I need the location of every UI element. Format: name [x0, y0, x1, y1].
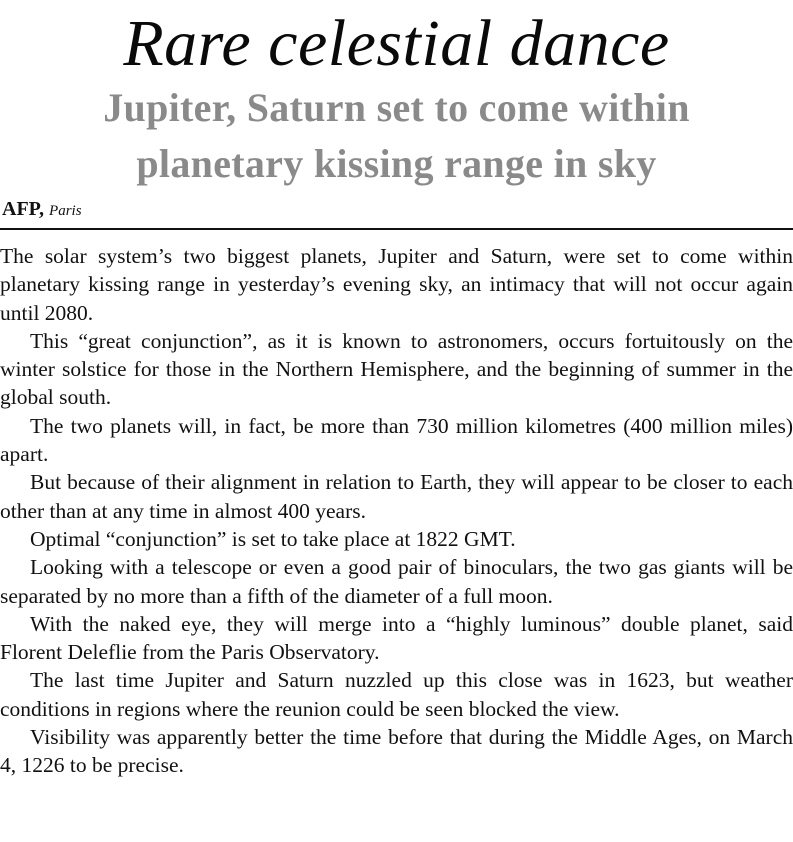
article-paragraph: Optimal “conjunction” is set to take place at 1822 GMT.	[30, 526, 516, 551]
byline-location: Paris	[49, 203, 82, 219]
article-paragraph: Visibility was apparently better the time before that during the Middle Ages, on March 4, 1226 to be precise.	[0, 725, 793, 778]
article-paragraph: With the naked eye, they will merge into a “highly luminous” double planet, said Florent Deleflie from the Paris Observatory.	[0, 611, 793, 665]
article-paragraph: But because of their alignment in relation to Earth, they will appear to be closer to each other than at any time in almost 400 years.	[0, 470, 793, 523]
byline-agency: AFP,	[2, 198, 45, 220]
article-paragraph: The two planets will, in fact, be more than 730 million kilometres (400 million miles) apart.	[0, 413, 793, 467]
headline: Rare celestial dance	[123, 7, 670, 80]
article-paragraph: The last time Jupiter and Saturn nuzzled up this close was in 1623, but weather conditions in regions where the reunion could be seen blocked the view.	[0, 668, 793, 721]
article-paragraph: Looking with a telescope or even a good pair of binoculars, the two gas giants will be separated by no more than a fifth of the diameter of a full moon.	[0, 555, 793, 608]
article-body	[0, 242, 793, 780]
article-paragraph: This “great conjunction”, as it is known to astronomers, occurs fortuitously on the winter solstice for those in the Northern Hemisphere, and the beginning of summer in the global south.	[0, 328, 793, 410]
subheadline: Jupiter, Saturn set to come within planetary kissing range in sky	[103, 85, 690, 186]
header-divider	[0, 228, 793, 230]
byline	[2, 197, 82, 223]
article-paragraph: The solar system’s two biggest planets, Jupiter and Saturn, were set to come within planetary kissing range in yesterday’s evening sky, an intimacy that will not occur again until 2080.	[0, 244, 793, 325]
